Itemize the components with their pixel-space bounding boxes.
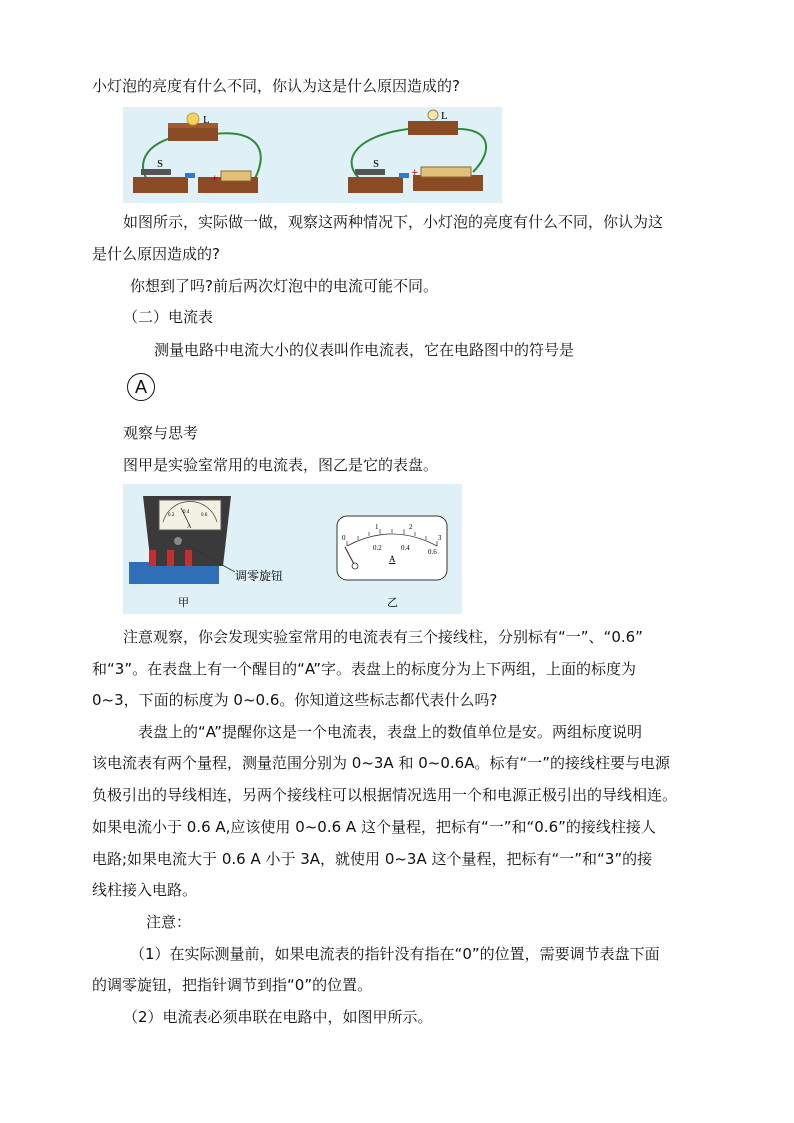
plus-left: + <box>211 174 219 184</box>
text-line: 如果电流小于 0.6 A,应该使用 0~0.6 A 这个量程，把标有“一”和“0.6”的接线柱接人 <box>92 818 656 836</box>
caption-jia: 甲 <box>178 596 189 609</box>
text-line: （2）电流表必须串联在电路中，如图甲所示。 <box>123 1008 433 1026</box>
text-line: 该电流表有两个量程，测量范围分别为 0~3A 和 0~0.6A。标有“一”的接线柱要与电源 <box>92 754 670 772</box>
text-line: 和“3”。在表盘上有一个醒目的“A”字。表盘上的标度分为上下两组，上面的标度为 <box>92 660 637 678</box>
small-scale-2: 0.4 <box>183 509 190 514</box>
ammeter-symbol <box>127 373 155 401</box>
subheading: 观察与思考 <box>123 424 199 442</box>
knob-label: 调零旋钮 <box>235 569 284 583</box>
top-scale-3: 3 <box>438 534 442 542</box>
text-line: 小灯泡的亮度有什么不同，你认为这是什么原因造成的? <box>92 77 460 95</box>
ammeter-figure <box>123 484 462 614</box>
caption-yi: 乙 <box>387 596 398 609</box>
plus-right: + <box>411 168 419 178</box>
top-scale-2: 2 <box>409 523 413 531</box>
label-L-right: L <box>441 110 448 122</box>
text-line: 如图所示，实际做一做，观察这两种情况下，小灯泡的亮度有什么不同，你认为这 <box>123 213 664 231</box>
ammeter-unit-small: A <box>187 524 192 530</box>
bulb-icon <box>428 110 438 120</box>
text-line: 注意观察，你会发现实验室常用的电流表有三个接线柱，分别标有“一”、“0.6” <box>123 628 643 646</box>
bulb-icon <box>187 113 199 125</box>
text-line: 测量电路中电流大小的仪表叫作电流表，它在电路图中的符号是 <box>154 341 575 359</box>
text-line: 电路;如果电流大于 0.6 A 小于 3A，就使用 0~3A 这个量程，把标有“一”和“3”的接 <box>92 850 653 868</box>
bottom-scale-2: 0.4 <box>401 544 410 552</box>
text-line: 表盘上的“A”提醒你这是一个电流表，表盘上的数值单位是安。两组标度说明 <box>138 723 642 741</box>
section-heading: （二）电流表 <box>123 308 214 326</box>
text-line: 0~3，下面的标度为 0~0.6。你知道这些标志都代表什么吗? <box>92 691 498 709</box>
circuit-figure <box>123 107 502 203</box>
ammeter-symbol-letter: A <box>134 376 147 397</box>
label-L-left: L <box>203 114 210 126</box>
label-S-right: S <box>373 158 380 170</box>
text-line: 的调零旋钮，把指针调节到指“0”的位置。 <box>92 976 373 994</box>
text-line: 是什么原因造成的? <box>92 245 220 263</box>
top-scale-0: 0 <box>342 534 346 542</box>
bottom-scale-3: 0.6 <box>428 548 437 556</box>
text-line: 图甲是实验室常用的电流表，图乙是它的表盘。 <box>123 456 439 474</box>
top-scale-1: 1 <box>375 523 379 531</box>
small-scale-3: 0.6 <box>201 512 208 517</box>
zero-adjust-knob-icon <box>174 537 182 545</box>
label-S-left: S <box>157 158 164 170</box>
text-line: （1）在实际测量前，如果电流表的指针没有指在“0”的位置，需要调节表盘下面 <box>130 945 660 963</box>
small-scale-1: 0.2 <box>168 512 175 517</box>
text-line: 负极引出的导线相连，另两个接线柱可以根据情况选用一个和电源正极引出的导线相连。 <box>92 786 678 804</box>
note-heading: 注意： <box>146 913 192 931</box>
dial-unit: A <box>389 554 396 564</box>
text-line: 线柱接入电路。 <box>92 881 198 899</box>
bottom-scale-1: 0.2 <box>373 544 382 552</box>
text-line: 你想到了吗?前后两次灯泡中的电流可能不同。 <box>130 277 438 295</box>
